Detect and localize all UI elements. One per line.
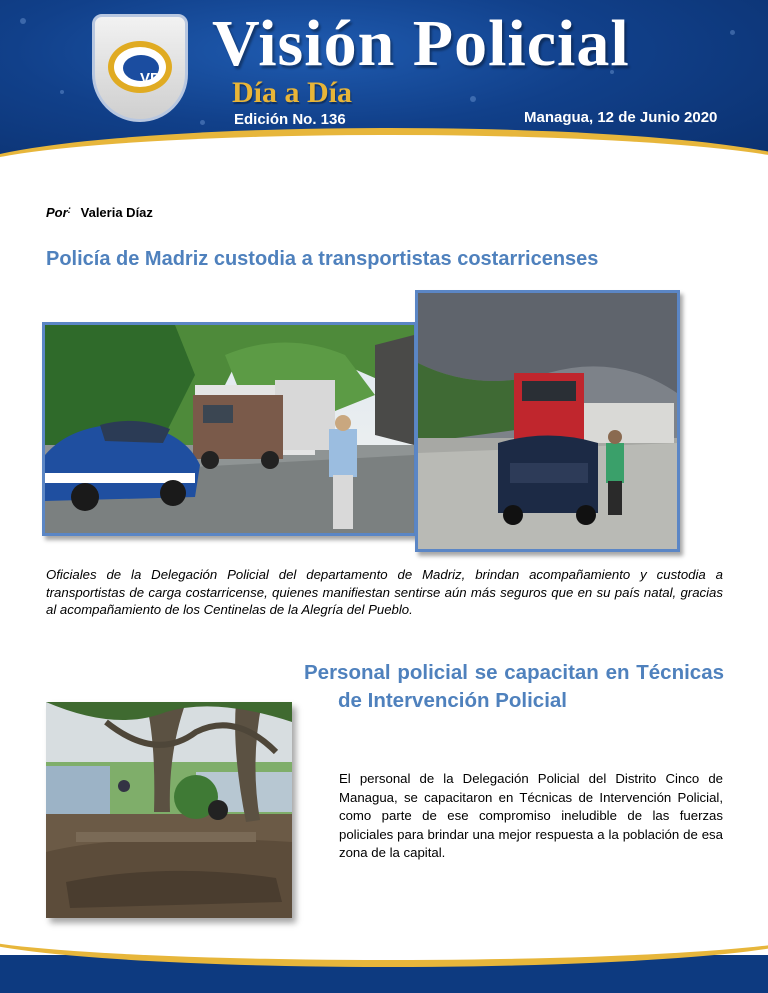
article1-caption: Oficiales de la Delegación Policial del departamento de Madriz, brindan acompañamiento y custodia a transportistas de carga costarricense, quienes manifiestan sentirse aún más seguros que en su país natal, gracias al acompañamiento de los Centinelas de la Alegría del Pueblo. — [46, 567, 723, 617]
article2-headline — [304, 659, 724, 715]
article2-body: El personal de la Delegación Policial del Distrito Cinco de Managua, se capacitaron en Técnicas de Intervención Policial, como parte de ese compromiso ineludible de las fuerzas policiales para brindar una mejor respuesta a la población de esa zona de la capital. — [339, 771, 723, 860]
article2-headline-line2: de Intervención Policial — [338, 689, 567, 712]
article1-photo-left — [42, 322, 417, 536]
logo-emblem — [108, 41, 172, 93]
article1-photo-right — [415, 290, 680, 552]
byline-label: Por — [46, 205, 68, 220]
article2-headline-line1: Personal policial se capacitan en Técnicas — [304, 661, 724, 684]
logo-text: VP — [139, 70, 160, 87]
publication-subtitle: Día a Día — [232, 76, 352, 109]
byline-author: Valeria Díaz — [80, 205, 153, 220]
masthead — [0, 0, 768, 170]
edition-number: Edición No. 136 — [234, 111, 346, 128]
article1-headline: Policía de Madriz custodia a transportistas costarricenses — [46, 248, 599, 270]
footer-band — [0, 935, 768, 993]
header-swoosh — [0, 128, 768, 170]
article2-photo — [46, 702, 292, 918]
byline-separator: : — [67, 205, 72, 216]
byline — [46, 205, 153, 220]
dateline: Managua, 12 de Junio 2020 — [524, 109, 718, 126]
publication-title: Visión Policial — [212, 7, 630, 80]
vp-logo — [92, 14, 188, 122]
